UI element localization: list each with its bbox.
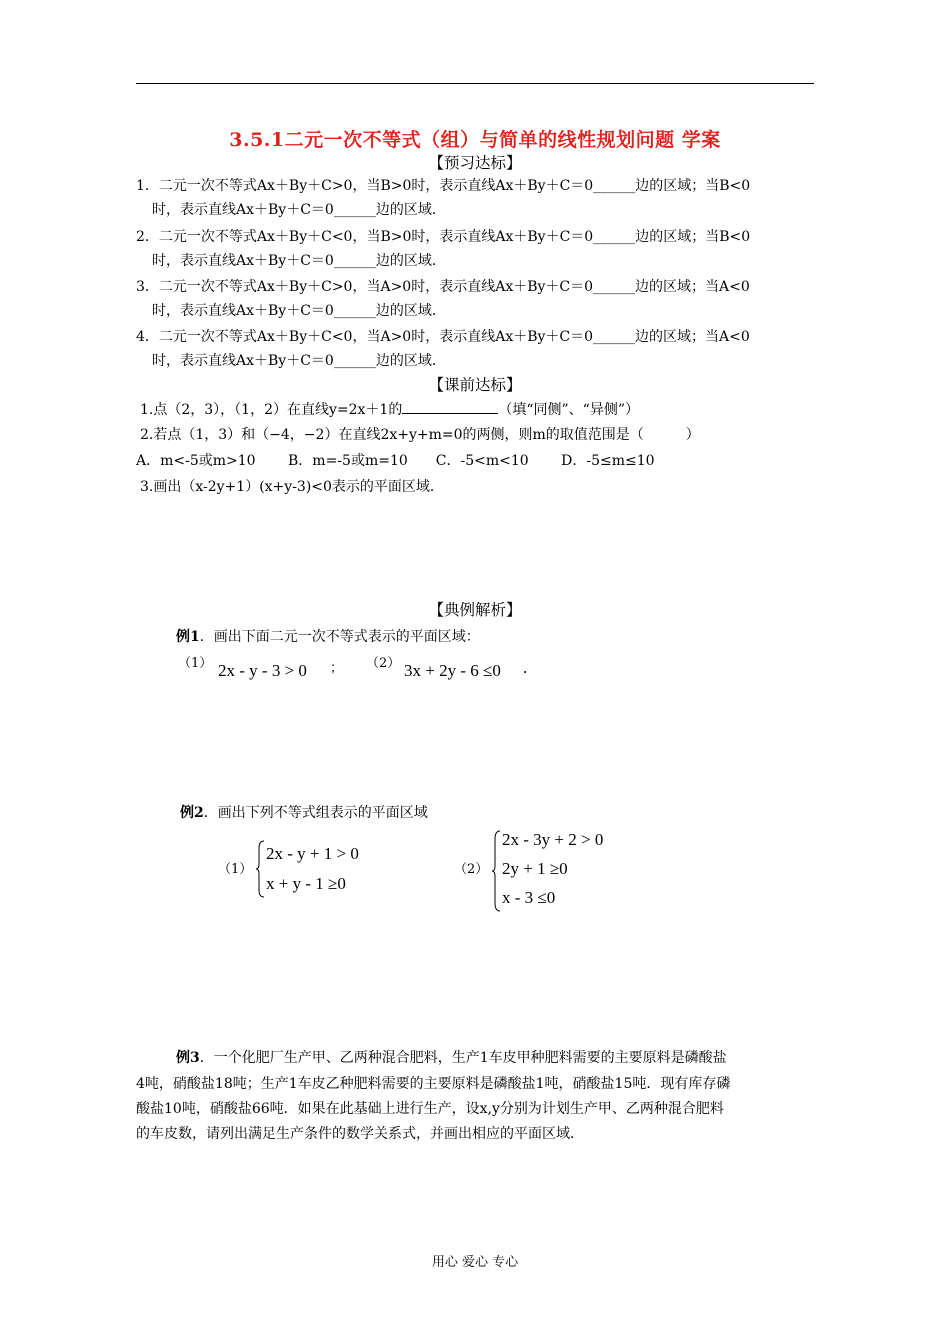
section-heading-examples: 【典例解析】 [428,601,522,619]
preview-item-3-line-2: 时，表示直线Ax＋By＋C＝0______边的区域． [152,303,446,319]
example-2-part-2-label: （2） [454,862,489,877]
example-1-prompt [176,626,480,646]
preview-item-1-line-1: 1．二元一次不等式Ax＋By＋C>0，当B>0时，表示直线Ax＋By＋C＝0______边的区域；当B<0 [136,178,751,194]
example-2-system-2-line-3: x - 3 ≤0 [502,888,556,907]
example-3-text-1: ．一个化肥厂生产甲、乙两种混合肥料，生产1车皮甲种肥料需要的主要原料是磷酸盐 [199,1050,727,1066]
header-rule [136,83,814,84]
left-brace-icon [256,840,266,898]
example-3-line-1 [176,1046,727,1070]
example-1-inequality-1: 2x - y - 3 > 0 [218,661,307,680]
section-heading-preview: 【预习达标】 [428,154,522,172]
preview-item-4-line-1: 4．二元一次不等式Ax＋By＋C<0，当A>0时，表示直线Ax＋By＋C＝0______边的区域；当A<0 [136,329,750,345]
example-1-label: 例1 [176,629,200,645]
example-1-inequality-2: 3x + 2y - 6 ≤0 [404,661,501,680]
preclass-question-3: 3.画出（x-2y+1）(x+y-3)<0表示的平面区域． [140,479,444,495]
page-title: 3.5.1二元一次不等式（组）与简单的线性规划问题 学案 [229,129,721,151]
example-1-text: ．画出下面二元一次不等式表示的平面区域： [199,629,480,645]
example-2-part-1-label: （1） [218,862,253,877]
example-2-prompt [180,802,428,822]
section-heading-preclass: 【课前达标】 [428,376,522,394]
preview-item-3-line-1: 3．二元一次不等式Ax＋By＋C>0，当A>0时，表示直线Ax＋By＋C＝0______边的区域；当A<0 [136,279,750,295]
example-2-system-2-line-1: 2x - 3y + 2 > 0 [502,830,604,849]
example-1-part-1-label: （1） [178,656,213,671]
example-2-text: ．画出下列不等式组表示的平面区域 [203,805,428,821]
example-2-system-1-line-1: 2x - y + 1 > 0 [266,844,359,863]
example-2-system-1-line-2: x + y - 1 ≥0 [266,874,346,893]
example-2-system-2-line-2: 2y + 1 ≥0 [502,859,568,878]
preview-item-4-line-2: 时，表示直线Ax＋By＋C＝0______边的区域． [152,353,446,369]
preclass-question-2-options: A．m<-5或m>10 B．m=-5或m=10 C．-5<m<10 D．-5≤m≤10 [136,453,655,469]
example-3-line-3: 酸盐10吨，硝酸盐66吨．如果在此基础上进行生产，设x,y分别为计划生产甲、乙两种混合肥料 [136,1101,724,1117]
example-3-label: 例3 [176,1050,200,1066]
preview-item-2-line-1: 2．二元一次不等式Ax＋By＋C<0，当B>0时，表示直线Ax＋By＋C＝0______边的区域；当B<0 [136,229,751,245]
preview-item-1-line-2: 时，表示直线Ax＋By＋C＝0______边的区域． [152,202,446,218]
example-2-label: 例2 [180,805,204,821]
preview-item-2-line-2: 时，表示直线Ax＋By＋C＝0______边的区域． [152,253,446,269]
left-brace-icon [492,830,502,912]
example-1-part-2-label: （2） [366,656,401,671]
preclass-question-1-text: 1.点（2，3），（1，2）在直线y=2x＋1的 [140,402,403,418]
preclass-question-1-hint: （填“同侧”、“异侧”） [498,402,639,418]
example-3-line-2: 4吨，硝酸盐18吨；生产1车皮乙种肥料需要的主要原料是磷酸盐1吨，硝酸盐15吨．现有库存磷 [136,1076,731,1092]
answer-blank [402,399,498,414]
example-3-line-4: 的车皮数，请列出满足生产条件的数学关系式，并画出相应的平面区域． [136,1126,584,1142]
preclass-question-2: 2.若点（1，3）和（−4，−2）在直线2x+y+m=0的两侧，则m的取值范围是（ ） [140,427,700,443]
preclass-question-1 [140,398,639,422]
page-footer: 用心 爱心 专心 [431,1255,519,1270]
example-1-separator: ； [330,661,344,676]
example-1-end-mark: . [523,658,528,677]
